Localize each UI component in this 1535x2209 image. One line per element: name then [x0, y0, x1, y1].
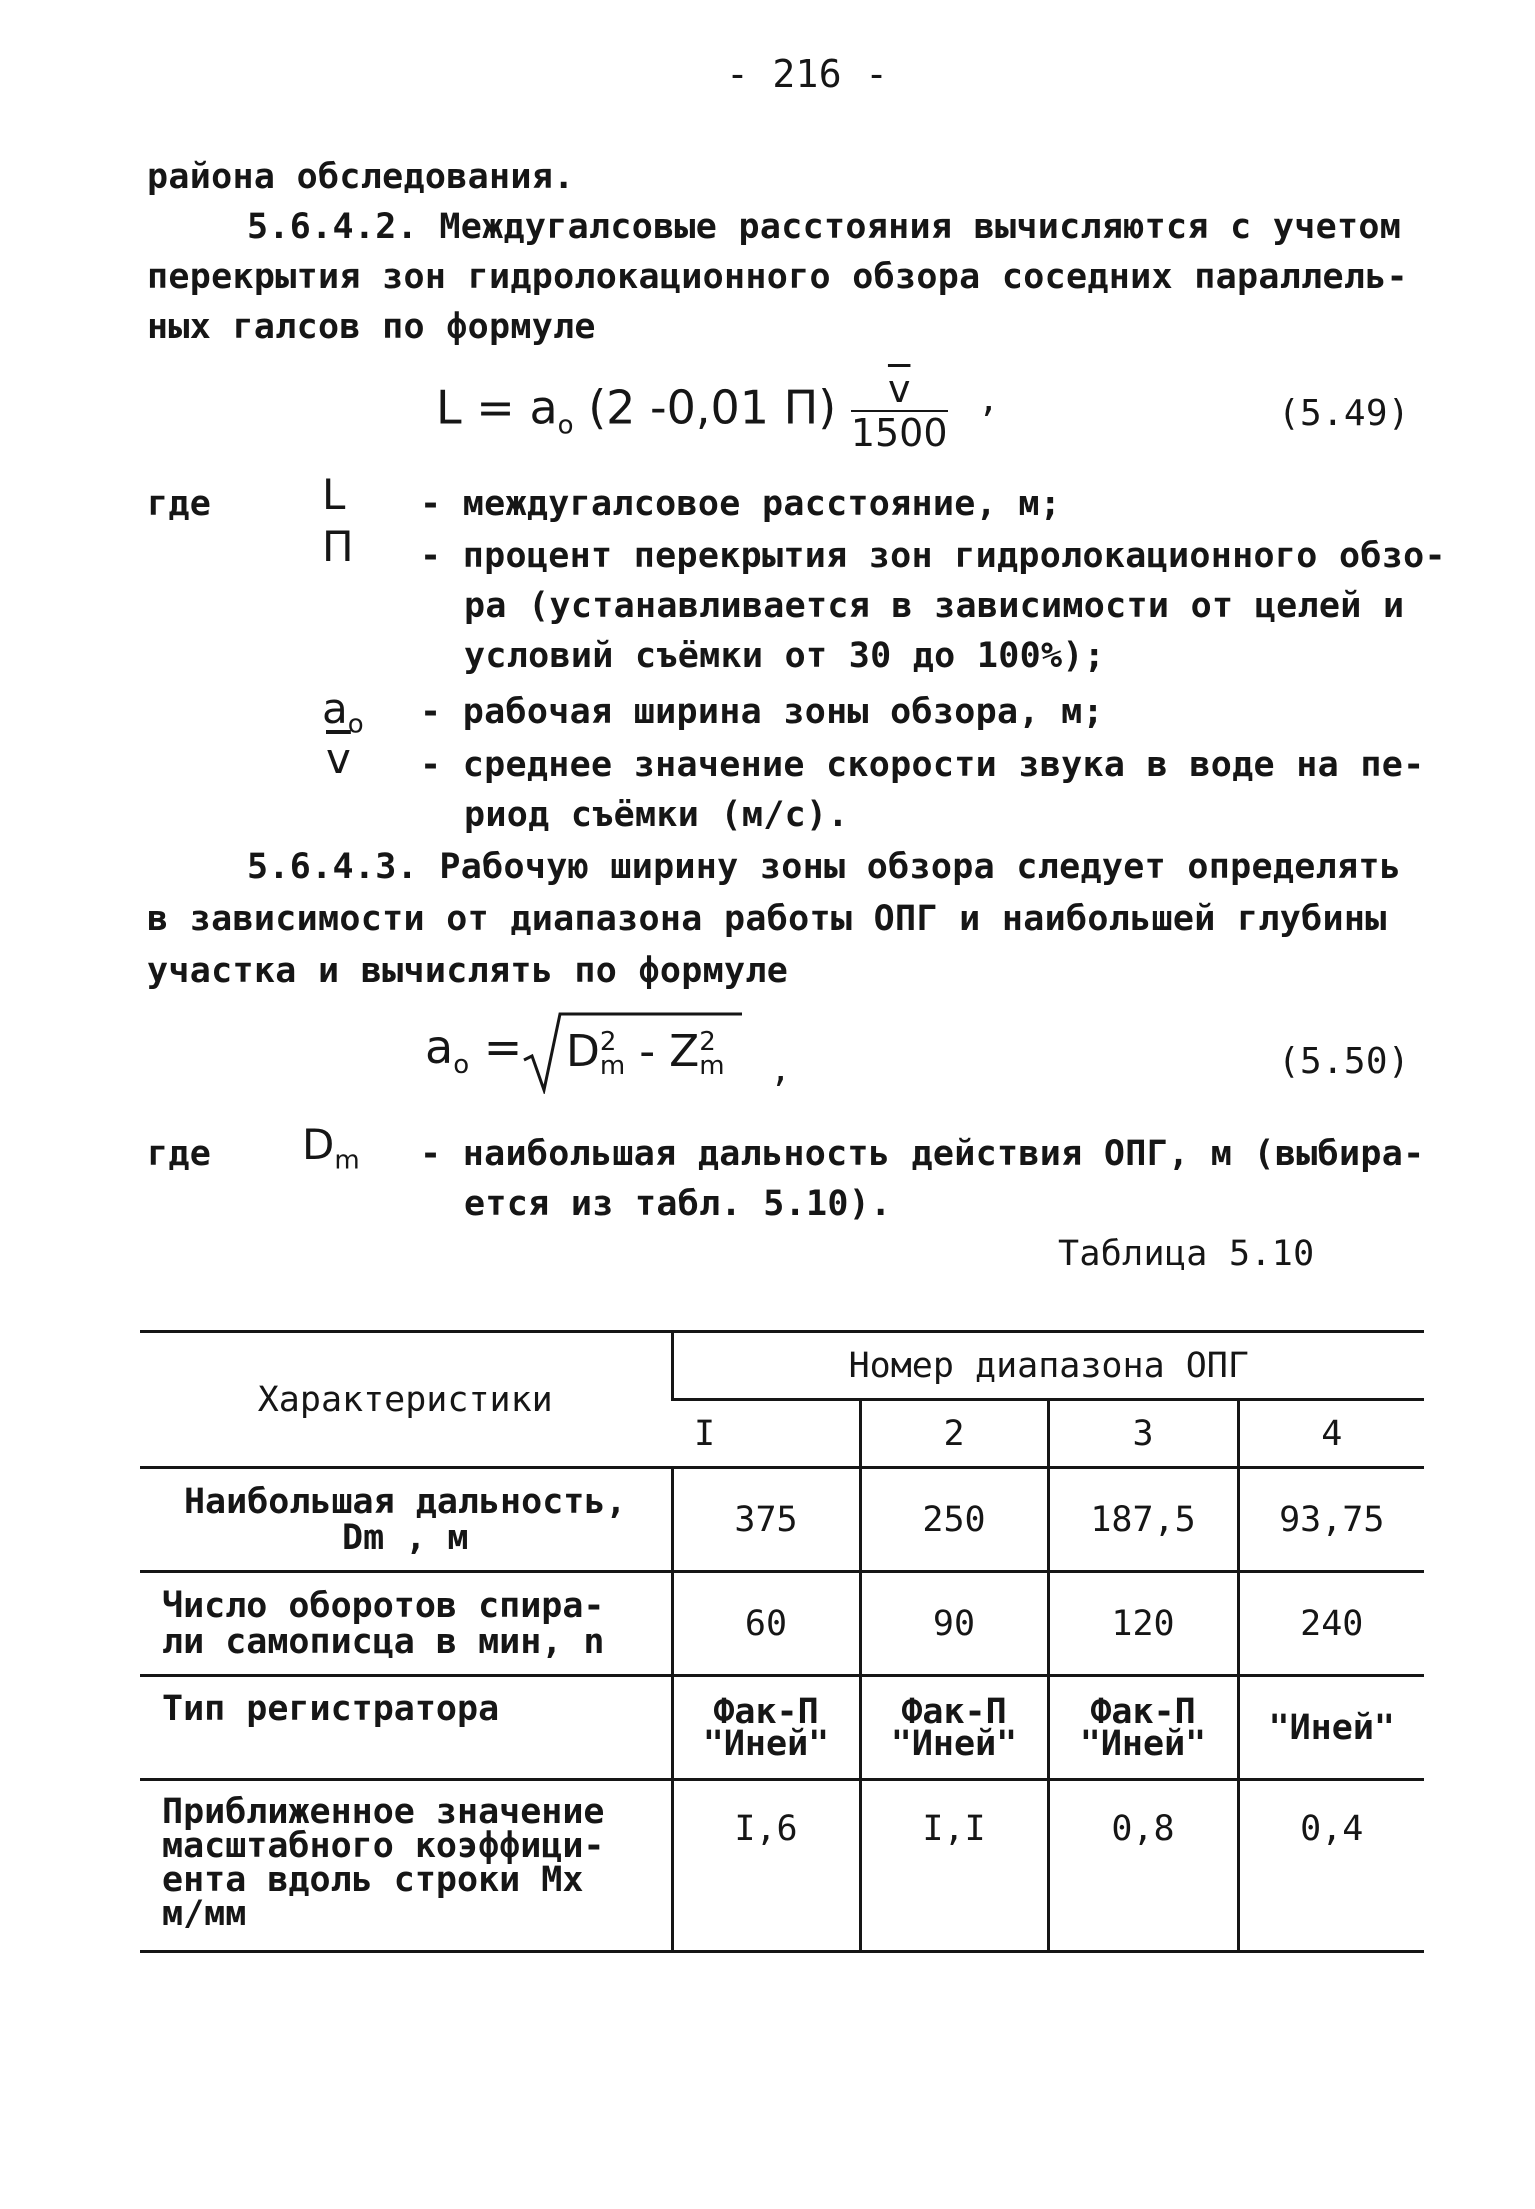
text-line: 5.6.4.3. Рабочую ширину зоны обзора следует определять — [247, 847, 1402, 887]
page-number: - 216 - — [726, 52, 889, 96]
symbol-L: L — [322, 470, 346, 519]
row-label: Число оборотов спира- ли самописца в мин, n — [140, 1572, 672, 1676]
sqrt-content: D 2 m - Z 2 m — [566, 1026, 725, 1081]
data-table — [140, 1330, 1424, 1953]
text-line: района обследования. — [147, 157, 575, 197]
table-row — [140, 1468, 1424, 1572]
symbol-Dm: $D_m$ — [302, 1120, 360, 1176]
definition-line: ется из табл. 5.10). — [464, 1184, 892, 1224]
symbol-P: П — [322, 522, 354, 571]
formula-numerator: $\overline{v}$ — [851, 368, 948, 412]
formula-comma: , — [770, 1050, 792, 1090]
definition-line: - среднее значение скорости звука в воде на пе- — [420, 745, 1425, 785]
formula-5-49 — [436, 368, 948, 454]
header-characteristics: Характеристики — [140, 1332, 672, 1468]
table-cell: 90 — [860, 1572, 1048, 1676]
text-line: ных галсов по формуле — [147, 307, 596, 347]
formula-fraction — [851, 368, 948, 454]
header-col: 4 — [1238, 1400, 1424, 1468]
formula-paren: (2 -0,01 П) — [588, 380, 837, 435]
table-cell: 0,4 — [1238, 1780, 1424, 1952]
text-line: в зависимости от диапазона работы ОПГ и наибольшей глубины — [147, 899, 1387, 939]
header-col: 3 — [1048, 1400, 1238, 1468]
formula-denominator: 1500 — [850, 411, 948, 455]
definition-line: условий съёмки от 30 до 100%); — [464, 636, 1106, 676]
table-row — [140, 1572, 1424, 1676]
formula-number: (5.49) — [1278, 393, 1410, 434]
text-line: 5.6.4.2. Междугалсовые расстояния вычисляются с учетом — [247, 207, 1402, 247]
formula-5-50: $a_o$ = — [425, 1020, 523, 1081]
table-cell: I,I — [860, 1780, 1048, 1952]
definition-line: ра (устанавливается в зависимости от целей и — [464, 586, 1405, 626]
formula-number: (5.50) — [1278, 1041, 1410, 1082]
table-caption: Таблица 5.10 — [1058, 1234, 1315, 1274]
symbol-a0: $a_o$ — [322, 684, 364, 740]
row-label: Тип регистратора — [140, 1676, 672, 1780]
definition-line: - междугалсовое расстояние, м; — [420, 484, 1062, 524]
table-cell: 93,75 — [1238, 1468, 1424, 1572]
formula-a: a — [529, 380, 558, 435]
definition-line: - рабочая ширина зоны обзора, м; — [420, 692, 1104, 732]
definition-line: - процент перекрытия зон гидролокационного обзо- — [420, 536, 1446, 576]
table-cell: 60 — [672, 1572, 860, 1676]
where-label: где — [147, 1134, 212, 1174]
table-cell: Фак-П "Иней" — [1048, 1676, 1238, 1780]
table-cell: 120 — [1048, 1572, 1238, 1676]
table-cell: Фак-П "Иней" — [860, 1676, 1048, 1780]
table-row — [140, 1780, 1424, 1952]
header-col: 2 — [860, 1400, 1048, 1468]
table-cell: 250 — [860, 1468, 1048, 1572]
formula-a-sub: o — [557, 410, 574, 441]
table-cell: 240 — [1238, 1572, 1424, 1676]
symbol-v-bar: $\overline{v}$ — [326, 734, 351, 783]
row-label: Приближенное значение масштабного коэффици- ента вдоль строки Mx м/мм — [140, 1780, 672, 1952]
table-cell: 375 — [672, 1468, 860, 1572]
formula-eq: = — [476, 380, 515, 435]
table-cell: "Иней" — [1238, 1676, 1424, 1780]
formula-comma: , — [978, 380, 1000, 420]
table-row — [140, 1676, 1424, 1780]
definition-line: риод съёмки (м/с). — [464, 795, 849, 835]
table-cell: Фак-П "Иней" — [672, 1676, 860, 1780]
where-label: где — [147, 484, 212, 524]
formula-lhs: L — [436, 380, 462, 435]
table-cell: 0,8 — [1048, 1780, 1238, 1952]
table-cell: 187,5 — [1048, 1468, 1238, 1572]
definition-line: - наибольшая дальность действия ОПГ, м (выбира- — [420, 1134, 1425, 1174]
row-label: Наибольшая дальность, Dm , м — [140, 1468, 672, 1572]
text-line: перекрытия зон гидролокационного обзора соседних параллель- — [147, 257, 1408, 297]
header-col: I — [672, 1400, 860, 1468]
text-line: участка и вычислять по формуле — [147, 951, 789, 991]
table-cell: I,6 — [672, 1780, 860, 1952]
header-range-group: Номер диапазона ОПГ — [672, 1332, 1424, 1400]
